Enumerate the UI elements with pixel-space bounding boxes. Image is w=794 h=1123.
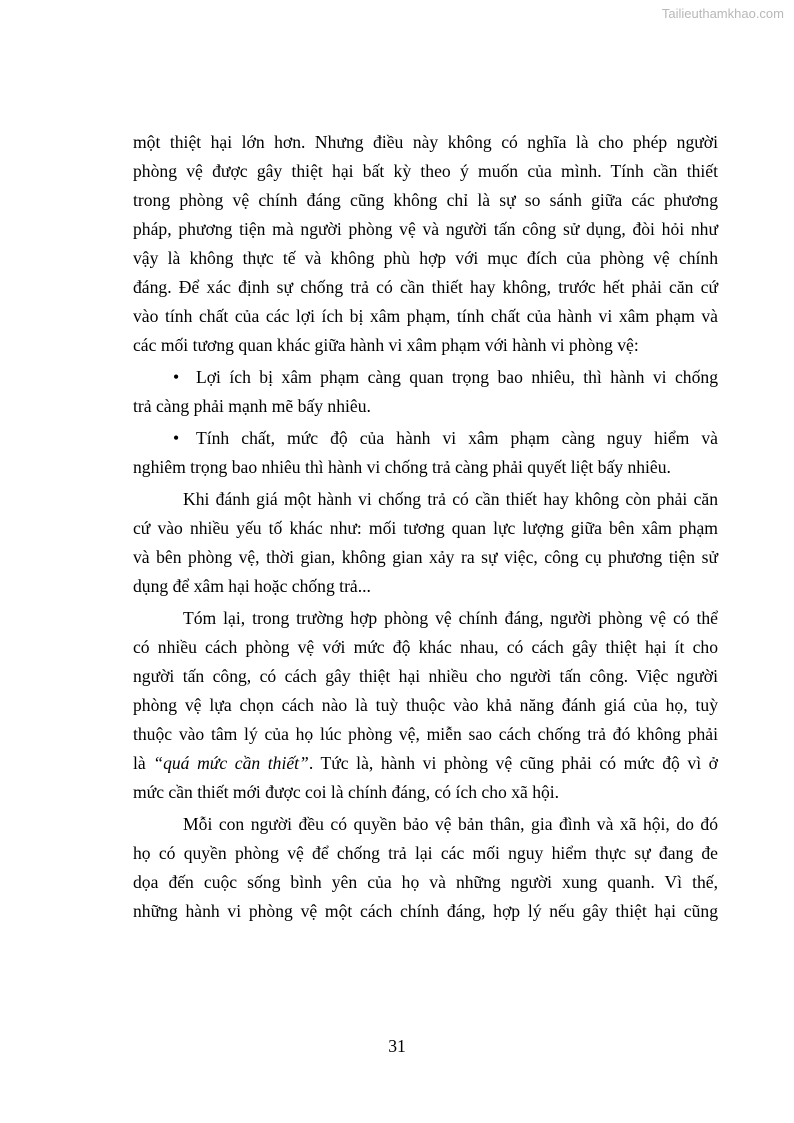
text-line: nghiêm trọng bao nhiêu thì hành vi chống trả càng phải quyết liệt bấy nhiêu. (133, 457, 671, 477)
text-line: phòng vệ lựa chọn cách nào là tuỳ thuộc vào khả năng đánh giá của họ, tuỳ (133, 695, 718, 715)
text-line: những hành vi phòng vệ một cách chính đáng, hợp lý nếu gây thiệt hại cũng (133, 901, 718, 921)
bullet-item (133, 424, 718, 482)
paragraph (133, 485, 718, 601)
document-body (133, 128, 718, 929)
text-line: họ có quyền phòng vệ để chống trả lại các mối nguy hiểm thực sự đang đe (133, 843, 718, 863)
paragraph (133, 810, 718, 926)
text-line: dụng để xâm hại hoặc chống trả... (133, 576, 371, 596)
italic-quote: “quá mức cần thiết” (153, 753, 309, 773)
text-line: một thiệt hại lớn hơn. Nhưng điều này không có nghĩa là cho phép người (133, 132, 718, 152)
text-line: Tóm lại, trong trường hợp phòng vệ chính đáng, người phòng vệ có thể (183, 608, 718, 628)
bullet-text: Lợi ích bị xâm phạm càng quan trọng bao nhiêu, thì hành vi chống (196, 367, 718, 387)
text-line: Khi đánh giá một hành vi chống trả có cần thiết hay không còn phải căn (183, 489, 718, 509)
text-line: thuộc vào tâm lý của họ lúc phòng vệ, miễn sao cách chống trả đó không phải (133, 724, 718, 744)
text-line: các mối tương quan khác giữa hành vi xâm phạm với hành vi phòng vệ: (133, 335, 639, 355)
text-line: cứ vào nhiều yếu tố khác như: mối tương quan lực lượng giữa bên xâm phạm (133, 518, 718, 538)
bullet-item (133, 363, 718, 421)
text-line: trong phòng vệ chính đáng cũng không chỉ là sự so sánh giữa các phương (133, 190, 718, 210)
watermark: Tailieuthamkhao.com (661, 6, 784, 21)
text-line (133, 424, 718, 453)
paragraph (133, 604, 718, 807)
text-line: Mỗi con người đều có quyền bảo vệ bản thân, gia đình và xã hội, do đó (183, 814, 718, 834)
text-line: dọa đến cuộc sống bình yên của họ và những người xung quanh. Vì thế, (133, 872, 718, 892)
text-segment: . Tức là, hành vi phòng vệ cũng phải có mức độ vì ở (308, 753, 718, 773)
text-line: mức cần thiết mới được coi là chính đáng, có ích cho xã hội. (133, 782, 560, 802)
bullet-icon: • (173, 367, 180, 387)
text-line: pháp, phương tiện mà người phòng vệ và người tấn công sử dụng, đòi hỏi như (133, 219, 718, 239)
text-line: người tấn công, có cách gây thiệt hại nhiều cho người tấn công. Việc người (133, 666, 718, 686)
text-line: đáng. Để xác định sự chống trả có cần thiết hay không, trước hết phải căn cứ (133, 277, 718, 297)
paragraph (133, 128, 718, 360)
text-line: có nhiều cách phòng vệ với mức độ khác nhau, có cách gây thiệt hại ít cho (133, 637, 718, 657)
bullet-icon: • (173, 428, 180, 448)
bullet-text: Tính chất, mức độ của hành vi xâm phạm càng nguy hiểm và (196, 428, 718, 448)
page-number: 31 (388, 1036, 406, 1056)
text-line (133, 363, 718, 392)
text-line: vào tính chất của các lợi ích bị xâm phạm, tính chất của hành vi xâm phạm và (133, 306, 718, 326)
text-line: phòng vệ được gây thiệt hại bất kỳ theo ý muốn của mình. Tính cần thiết (133, 161, 718, 181)
text-line: vậy là không thực tế và không phù hợp với mục đích của phòng vệ chính (133, 248, 718, 268)
text-line: và bên phòng vệ, thời gian, không gian xảy ra sự việc, công cụ phương tiện sử (133, 547, 718, 567)
text-line: trả càng phải mạnh mẽ bấy nhiêu. (133, 396, 371, 416)
text-line (133, 749, 718, 778)
text-segment: là (133, 753, 154, 773)
